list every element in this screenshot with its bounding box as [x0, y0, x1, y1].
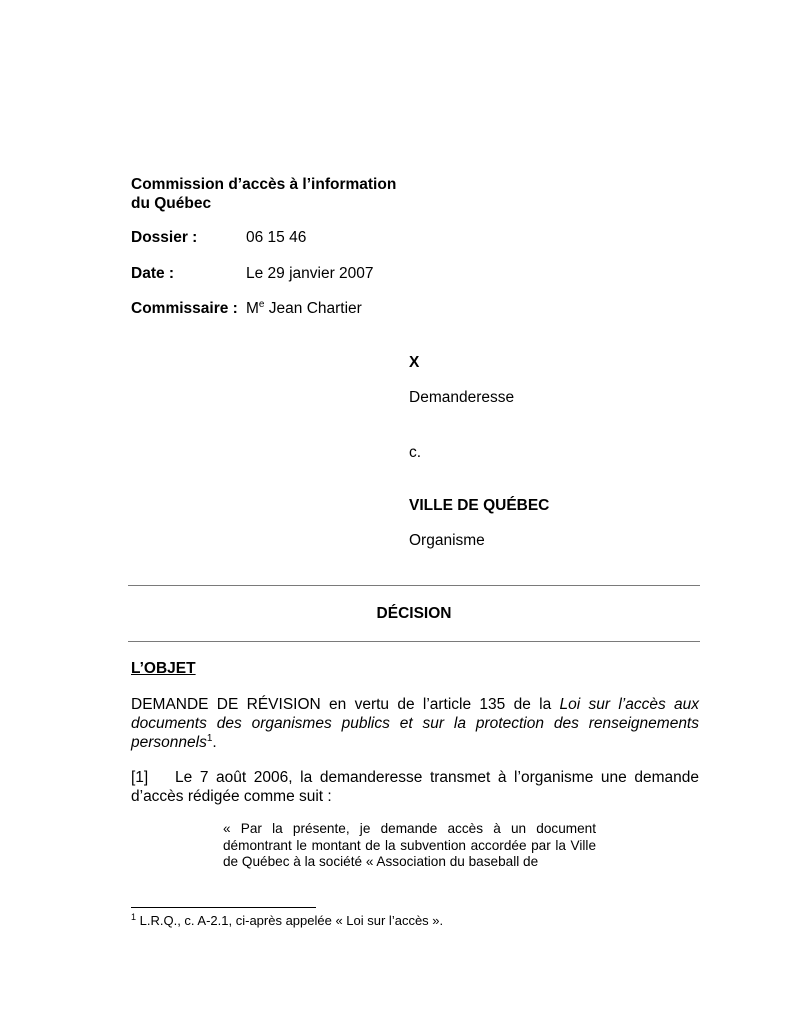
institution-name [131, 176, 396, 213]
decision-title: DÉCISION [376, 605, 452, 622]
footnote-ref: 1 [206, 733, 213, 744]
institution-line-1: Commission d’accès à l’information [131, 176, 397, 193]
request-quote: « Par la présente, je demande accès à un document démontrant le montant de la subvention accordée par la Ville de Québec à la société « Association du baseball de [223, 821, 596, 869]
commissaire-label: Commissaire : [131, 300, 238, 317]
versus: c. [409, 444, 422, 461]
top-divider [128, 585, 700, 586]
footnote-number: 1 [131, 912, 137, 922]
footnote-text: L.R.Q., c. A-2.1, ci-après appelée « Loi sur l’accès ». [139, 913, 444, 928]
object-heading: L’OBJET [131, 660, 196, 677]
footnote-divider [131, 907, 316, 908]
object-paragraph [131, 695, 699, 752]
object-text-start: DEMANDE DE RÉVISION en vertu de l’article 135 de la [131, 696, 560, 713]
dossier-value: 06 15 46 [246, 229, 307, 246]
footnote [131, 913, 443, 928]
object-text-end: . [212, 734, 217, 751]
commissaire-name: Jean Chartier [268, 300, 362, 317]
commissaire-title-sup: e [258, 299, 265, 310]
paragraph-number: [1] [131, 769, 149, 786]
commissaire-title: M [246, 300, 259, 317]
date-label: Date : [131, 265, 175, 282]
dossier-label: Dossier : [131, 229, 198, 246]
requester-role: Demanderesse [409, 389, 515, 406]
commissaire-value [246, 300, 362, 318]
paragraph-text: Le 7 août 2006, la demanderesse transmet à l’organisme une demande d’accès rédigée comme suit : [131, 769, 699, 805]
date-value: Le 29 janvier 2007 [246, 265, 374, 282]
requester-name: X [409, 354, 420, 371]
organism-name: VILLE DE QUÉBEC [409, 497, 550, 514]
bottom-divider [128, 641, 700, 642]
organism-role: Organisme [409, 532, 485, 549]
paragraph-1 [131, 768, 699, 806]
institution-line-2: du Québec [131, 194, 212, 212]
law-title: Loi sur l’accès aux documents des organismes publics et sur la protection des renseignements personnels [131, 696, 699, 751]
